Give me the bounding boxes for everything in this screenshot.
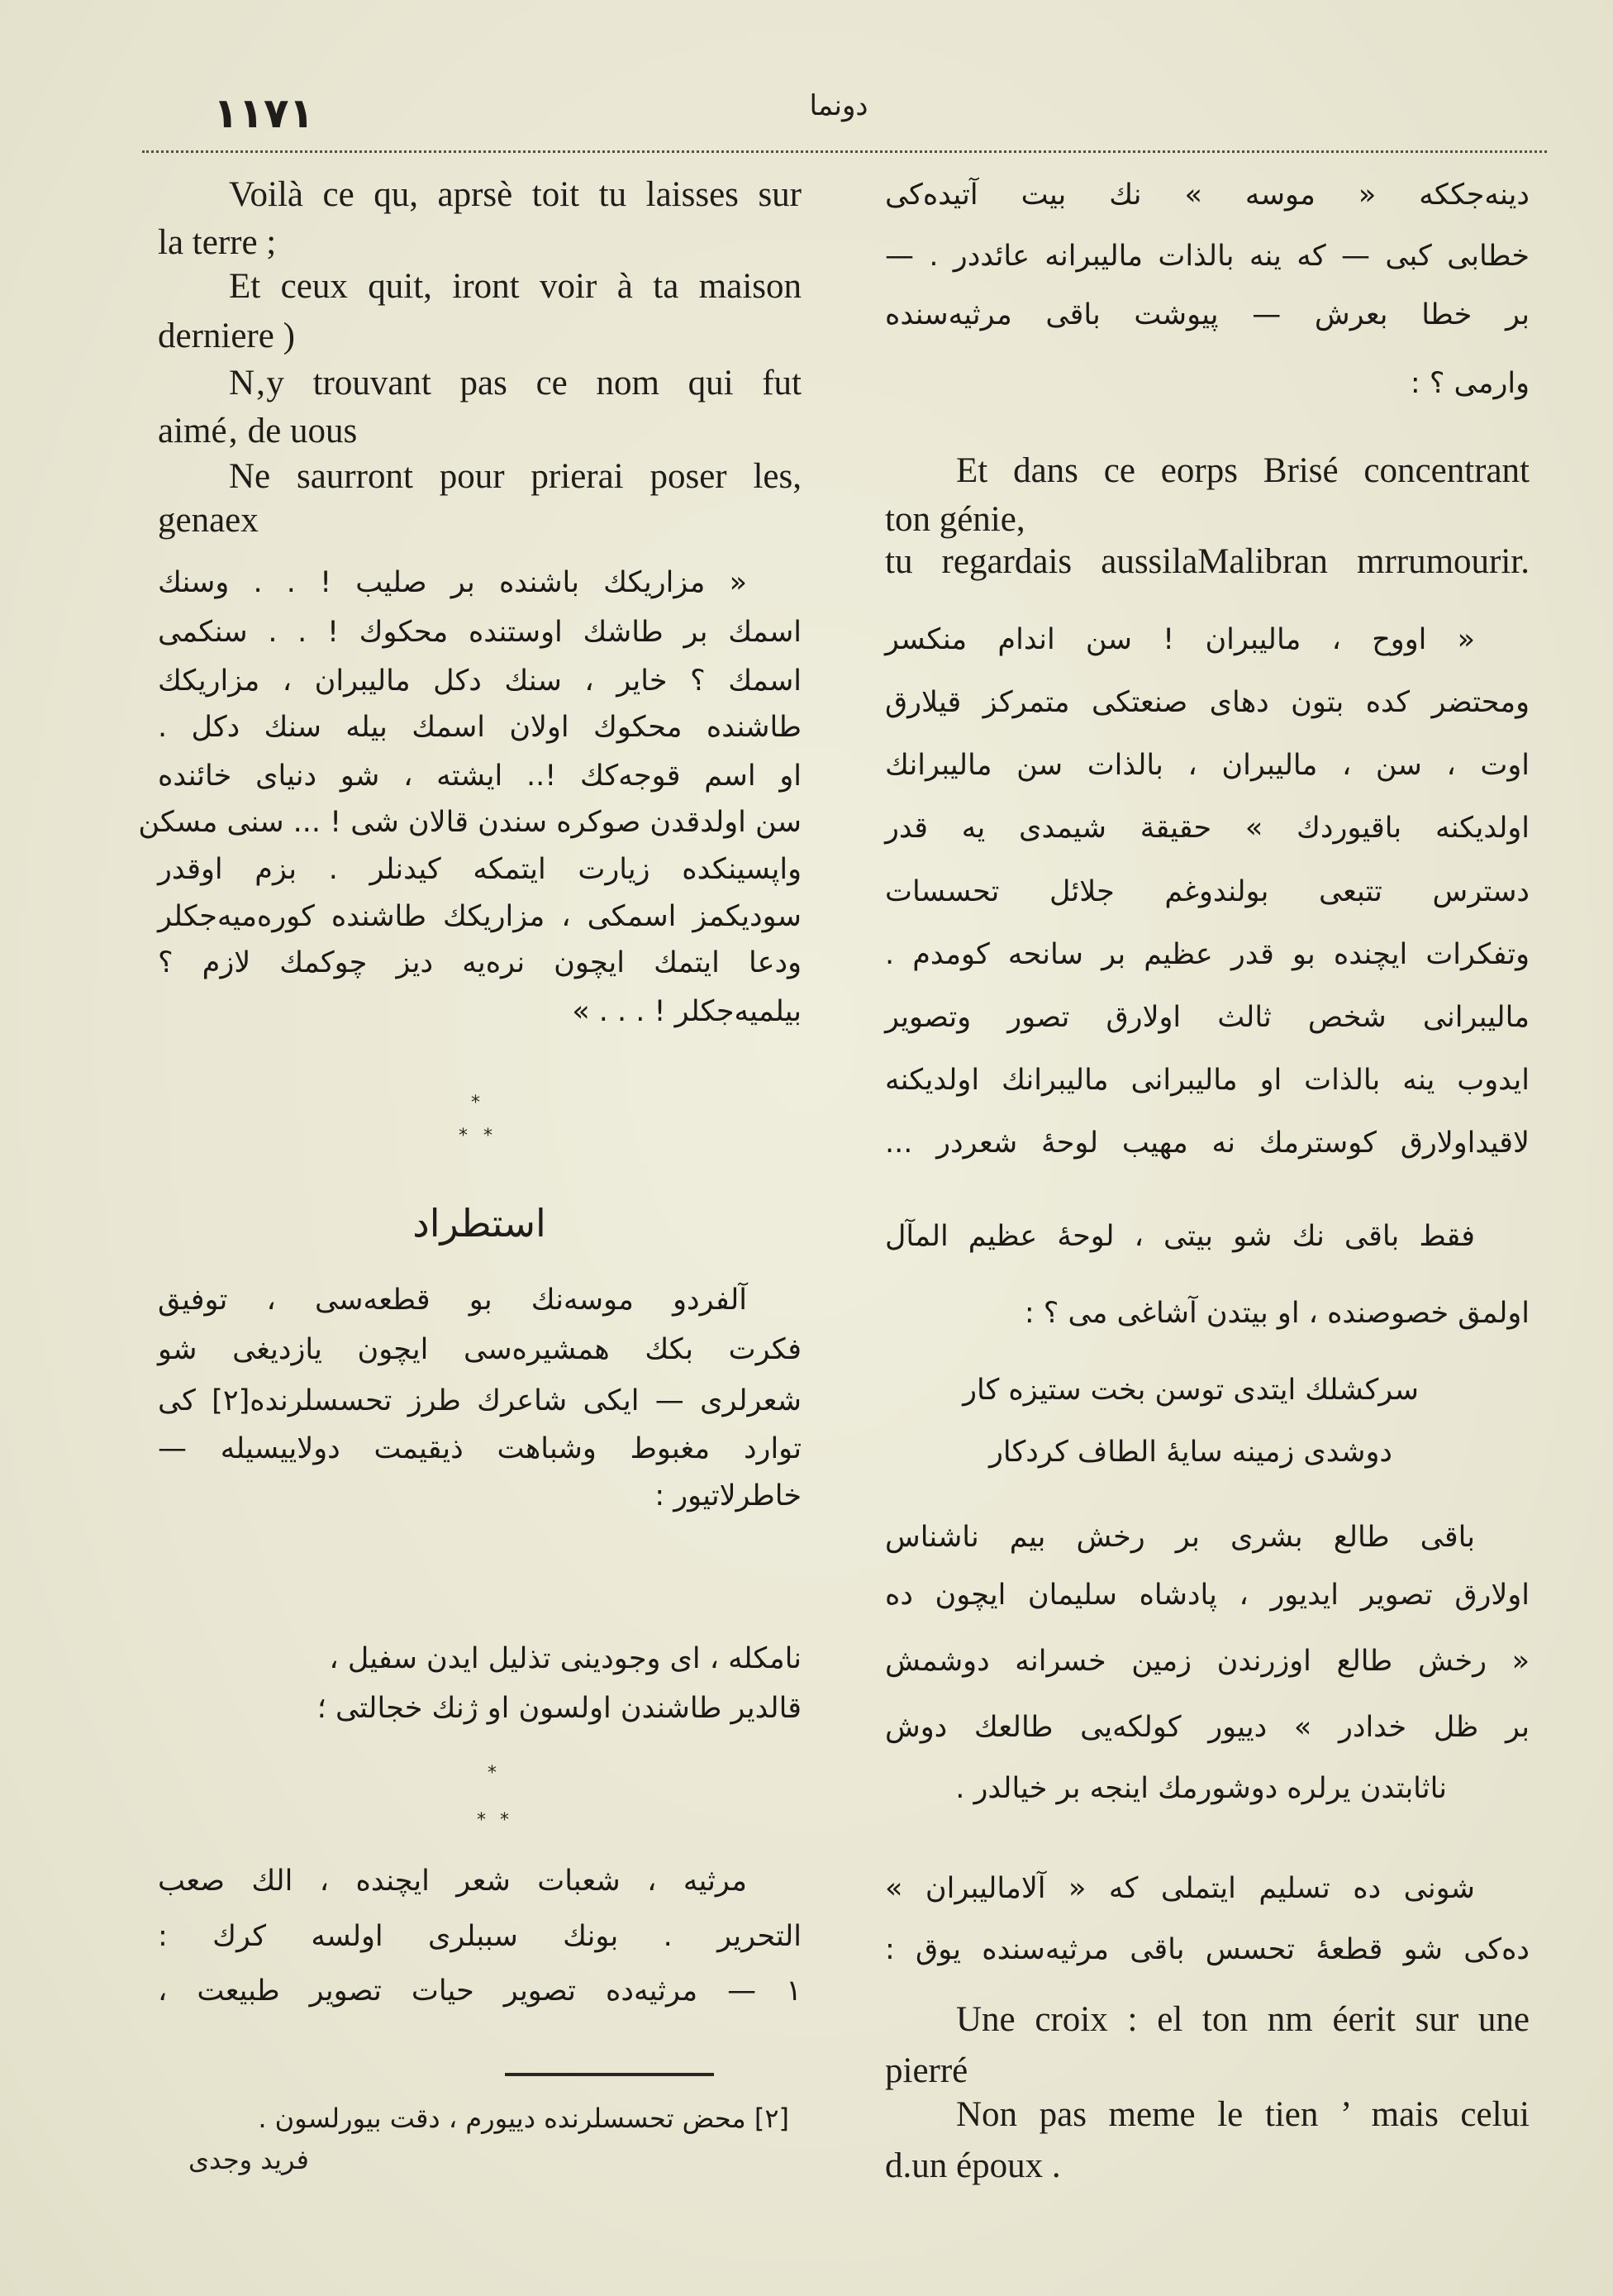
left-ottoman-quote-line: سن اولدقدن صوکره سندن قالان شی ! ... سنی مسکن (138, 806, 802, 839)
left-ottoman-quote-line: سودیکمز اسمکی ، مزاریکك طاشنده کوره‌میه‌جکلر (158, 900, 802, 933)
right-ottoman-quote-line: اولدیکنه باقیوردك » حقیقة شیمدی یه قدر (885, 812, 1530, 845)
left-ottoman-quote-line: طاشنده محکوك اولان اسمك بیله سنك دکل . (158, 711, 802, 744)
left-french-verse-line: N‚y trouvant pas ce nom qui fut (229, 364, 802, 403)
right-ottoman-quote-line: مالیبرانی شخص ثالث اولارق تصور وتصویر (885, 1001, 1530, 1034)
left-french-verse-line: derniere ) (158, 317, 295, 355)
right-verse-line: سرکشلك ایتدی توسن بخت ستیزه کار (963, 1374, 1419, 1407)
right-ottoman-quote-line: اوت ، سن ، مالیبران ، بالذات سن مالیبرانك (885, 749, 1530, 782)
right-french-verse-line: Non pas meme le tien ’ mais celui (956, 2095, 1530, 2134)
left-footnote: [٢] محض تحسسلرنده دییورم ، دقت بیورلسون . (258, 2103, 789, 2134)
right-verse-line: دوشدی زمینه سایهٔ الطاف کردکار (989, 1436, 1392, 1469)
left-paragraph-line: آلفردو موسه‌نك بو قطعه‌سی ، توفیق (158, 1284, 747, 1317)
asterism-mark: * (471, 1093, 480, 1113)
asterism-mark: * (483, 1126, 492, 1146)
asterism-mark: * (459, 1126, 468, 1146)
right-paragraph-line: « رخش طالع اوزرندن زمین خسرانه دوشمش (885, 1645, 1530, 1678)
author-signature: فرید وجدی (188, 2144, 309, 2175)
page-number: ١١٧١ (213, 89, 315, 137)
left-ottoman-quote-line: « مزاریکك باشنده بر صلیب ! . . وسنك (158, 566, 747, 599)
right-french-verse-line: ton génie, (885, 500, 1025, 539)
left-ottoman-quote-line: واپسینکده زیارت ایتمکه کیدنلر . بزم اوقدر (158, 853, 802, 886)
section-title: استطراد (412, 1201, 546, 1246)
right-ottoman-quote-line: ایدوب ینه بالذات او مالیبرانی مالیبرانك اولدیکنه (885, 1064, 1530, 1097)
left-french-verse-line: Et ceux quit, iront voir à ta maison (229, 267, 802, 306)
left-french-verse-line: Voilà ce qu, aprsè toit tu laisses sur (229, 175, 802, 214)
right-french-verse-line: Et dans ce eorps Brisé concentrant (956, 451, 1530, 490)
right-paragraph-line: ده‌کی شو قطعهٔ تحسس باقی مرثیه‌سنده یوق : (885, 1933, 1530, 1966)
right-ottoman-quote-line: « اووح ، مالیبران ! سن اندام منکسر (885, 623, 1475, 656)
left-ottoman-quote-line: بیلمیه‌جکلر ! . . . » (572, 995, 802, 1028)
left-paragraph-line: توارد مغبوط وشباهت ذیقیمت دولاییسیله — (158, 1432, 802, 1465)
left-french-verse-line: la terre ; (158, 223, 277, 262)
right-paragraph-line: اولارق تصویر ایدیور ، پادشاه سلیمان ایچون ده (885, 1579, 1530, 1612)
asterism-mark: * (477, 1810, 486, 1831)
left-ottoman-quote-line: ودعا ایتمك ایچون نره‌یه دیز چوکمك لازم ؟ (158, 946, 802, 979)
right-french-verse-line: Une croix : el ton nm éerit sur une (956, 2000, 1530, 2039)
left-paragraph-line: فکرت بکك همشیره‌سی ایچون یازدیغی شو (158, 1333, 802, 1366)
right-paragraph-line: بر ظل خدادر » دییور کولکه‌یی طالعك دوش (885, 1711, 1530, 1744)
right-ottoman-quote-line: وتفکرات ایچنده بو قدر عظیم بر سانحه کومدم . (885, 938, 1530, 971)
header-dotted-rule (142, 150, 1547, 153)
right-paragraph-line: ناثابتدن یرلره دوشورمك اینجه بر خیالدر . (955, 1772, 1447, 1805)
right-french-verse-line: d.un époux . (885, 2146, 1061, 2185)
right-french-verse-line: pierré (885, 2051, 968, 2090)
left-verse-line: نامکله ، ای وجودینی تذلیل ایدن سفیل ، (329, 1642, 802, 1675)
footnote-rule (505, 2073, 714, 2076)
left-paragraph-line: ١ — مرثیه‌ده تصویر حیات تصویر طبیعت ، (158, 1974, 802, 2008)
right-ottoman-quote-line: دسترس تتبعی بولندوغم جلائل تحسسات (885, 875, 1530, 908)
left-french-verse-line: genaex (158, 501, 259, 540)
right-ottoman-quote-line: ومحتضر کده بتون دهای صنعتکی متمرکز قیلارق (885, 686, 1530, 719)
left-french-verse-line: aimé‚ de uous (158, 412, 358, 450)
right-paragraph-line: فقط باقی نك شو بیتی ، لوحهٔ عظیم المآل (885, 1220, 1475, 1253)
right-paragraph-line: خطابی کبی — که ینه بالذات مالیبرانه عائددر . — (885, 240, 1530, 273)
left-ottoman-quote-line: او اسم قوجه‌کك !.. ایشته ، شو دنیای خائنده (158, 760, 802, 793)
left-paragraph-line: شعرلری — ایکی شاعرك طرز تحسسلرنده[٢] کی (158, 1384, 802, 1417)
left-paragraph-line: التحریر . بونك سببلری اولسه کرك : (158, 1920, 802, 1953)
left-ottoman-quote-line: اسمك بر طاشك اوستنده محکوك ! . . سنکمی (158, 616, 802, 649)
right-french-verse-line: tu regardais aussilaMalibran mrrumourir. (885, 542, 1530, 581)
left-paragraph-line: خاطرلاتیور : (654, 1479, 802, 1512)
left-french-verse-line: Ne saurront pour prierai poser les, (229, 457, 802, 496)
right-paragraph-line: وارمی ؟ : (1410, 367, 1530, 400)
asterism-mark: * (500, 1810, 509, 1831)
left-paragraph-line: مرثیه ، شعبات شعر ایچنده ، الك صعب (158, 1865, 747, 1898)
right-paragraph-line: بر خطا بعرش — پیوشت باقی مرثیه‌سنده (885, 298, 1530, 331)
left-verse-line: قالدیر طاشندن اولسون او ژنك خجالتی ؛ (316, 1692, 802, 1725)
running-title: دونما (809, 89, 868, 122)
right-paragraph-line: اولمق خصوصنده ، او بیتدن آشاغی می ؟ : (1024, 1297, 1530, 1330)
left-ottoman-quote-line: اسمك ؟ خایر ، سنك دکل مالیبران ، مزاریکك (158, 665, 802, 698)
asterism-mark: * (488, 1763, 497, 1784)
right-paragraph-line: دینه‌جککه « موسه » نك بیت آتیده‌کی (885, 179, 1530, 212)
right-paragraph-line: باقی طالع بشری بر رخش بیم ناشناس (885, 1521, 1475, 1554)
right-ottoman-quote-line: لاقیداولارق کوسترمك نه مهیب لوحهٔ شعردر ... (885, 1127, 1530, 1160)
right-paragraph-line: شونی ده تسلیم ایتملی که « آلامالیبران » (885, 1872, 1475, 1905)
